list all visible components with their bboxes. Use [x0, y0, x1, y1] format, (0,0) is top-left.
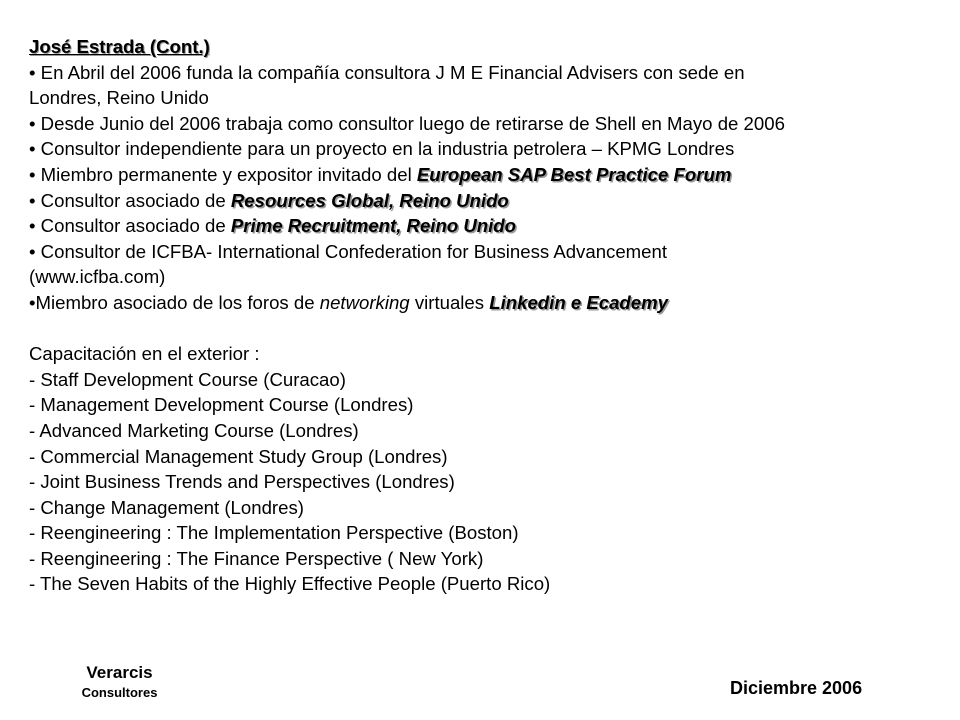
bullet-mark: •: [29, 61, 36, 83]
bullet-item-4: [29, 162, 934, 188]
bullet-mark: •: [29, 240, 36, 262]
bullet-mark: •: [29, 215, 36, 237]
page-title: José Estrada (Cont.): [29, 36, 210, 57]
training-item: - Staff Development Course (Curacao): [29, 368, 346, 390]
emphasis-text: European SAP Best Practice Forum: [416, 163, 732, 185]
bullet-text: Miembro permanente y expositor invitado del: [35, 163, 417, 185]
training-item: - Reengineering : The Finance Perspective ( New York): [29, 547, 484, 569]
footer-company-logo: [62, 662, 177, 702]
section-spacer: [29, 316, 934, 342]
bullet-mark: •: [29, 291, 36, 313]
bullet-text-after: virtuales: [409, 291, 490, 313]
bullet-text: En Abril del 2006 funda la compañía consultora J M E Financial Advisers con sede en: [35, 61, 745, 83]
training-item: - Management Development Course (Londres): [29, 394, 414, 416]
training-item: - Advanced Marketing Course (Londres): [29, 419, 359, 441]
training-item: - Commercial Management Study Group (Londres): [29, 445, 448, 467]
footer-date: Diciembre 2006: [730, 678, 863, 698]
italic-text: networking: [319, 291, 410, 313]
training-heading: Capacitación en el exterior :: [29, 343, 260, 365]
bullet-text: Consultor de ICFBA- International Confederation for Business Advancement: [35, 240, 668, 262]
company-subtitle: Consultores: [81, 685, 158, 700]
emphasis-text: Prime Recruitment, Reino Unido: [230, 215, 517, 237]
bullet-item-7-continued: (www.icfba.com): [29, 266, 166, 288]
bullet-item-3: [29, 136, 934, 162]
bullet-item-7: [29, 239, 934, 265]
bullet-text: Consultor asociado de: [35, 189, 231, 211]
training-item: - Change Management (Londres): [29, 496, 304, 518]
bullet-text: Consultor asociado de: [35, 215, 231, 237]
slide-body: [29, 34, 934, 597]
emphasis-text: Linkedin e Ecademy: [489, 291, 669, 313]
bullet-item-1-continued: Londres, Reino Unido: [29, 87, 209, 109]
bullet-text: Consultor independiente para un proyecto en la industria petrolera – KPMG Londres: [35, 138, 735, 160]
training-item: - Reengineering : The Implementation Perspective (Boston): [29, 522, 519, 544]
bullet-item-1: [29, 60, 934, 86]
bullet-item-8: [29, 290, 934, 316]
bullet-item-2: [29, 111, 934, 137]
bullet-item-6: [29, 213, 934, 239]
bullet-mark: •: [29, 163, 36, 185]
emphasis-text: Resources Global, Reino Unido: [230, 189, 509, 211]
training-item: - Joint Business Trends and Perspectives (Londres): [29, 471, 455, 493]
company-name: Verarcis: [86, 663, 153, 682]
bullet-text: Desde Junio del 2006 trabaja como consultor luego de retirarse de Shell en Mayo de 2006: [35, 112, 785, 134]
bullet-mark: •: [29, 112, 36, 134]
bullet-text: Miembro asociado de los foros de: [35, 291, 320, 313]
bullet-item-5: [29, 188, 934, 214]
bullet-mark: •: [29, 138, 36, 160]
training-item: - The Seven Habits of the Highly Effective People (Puerto Rico): [29, 573, 551, 595]
bullet-mark: •: [29, 189, 36, 211]
